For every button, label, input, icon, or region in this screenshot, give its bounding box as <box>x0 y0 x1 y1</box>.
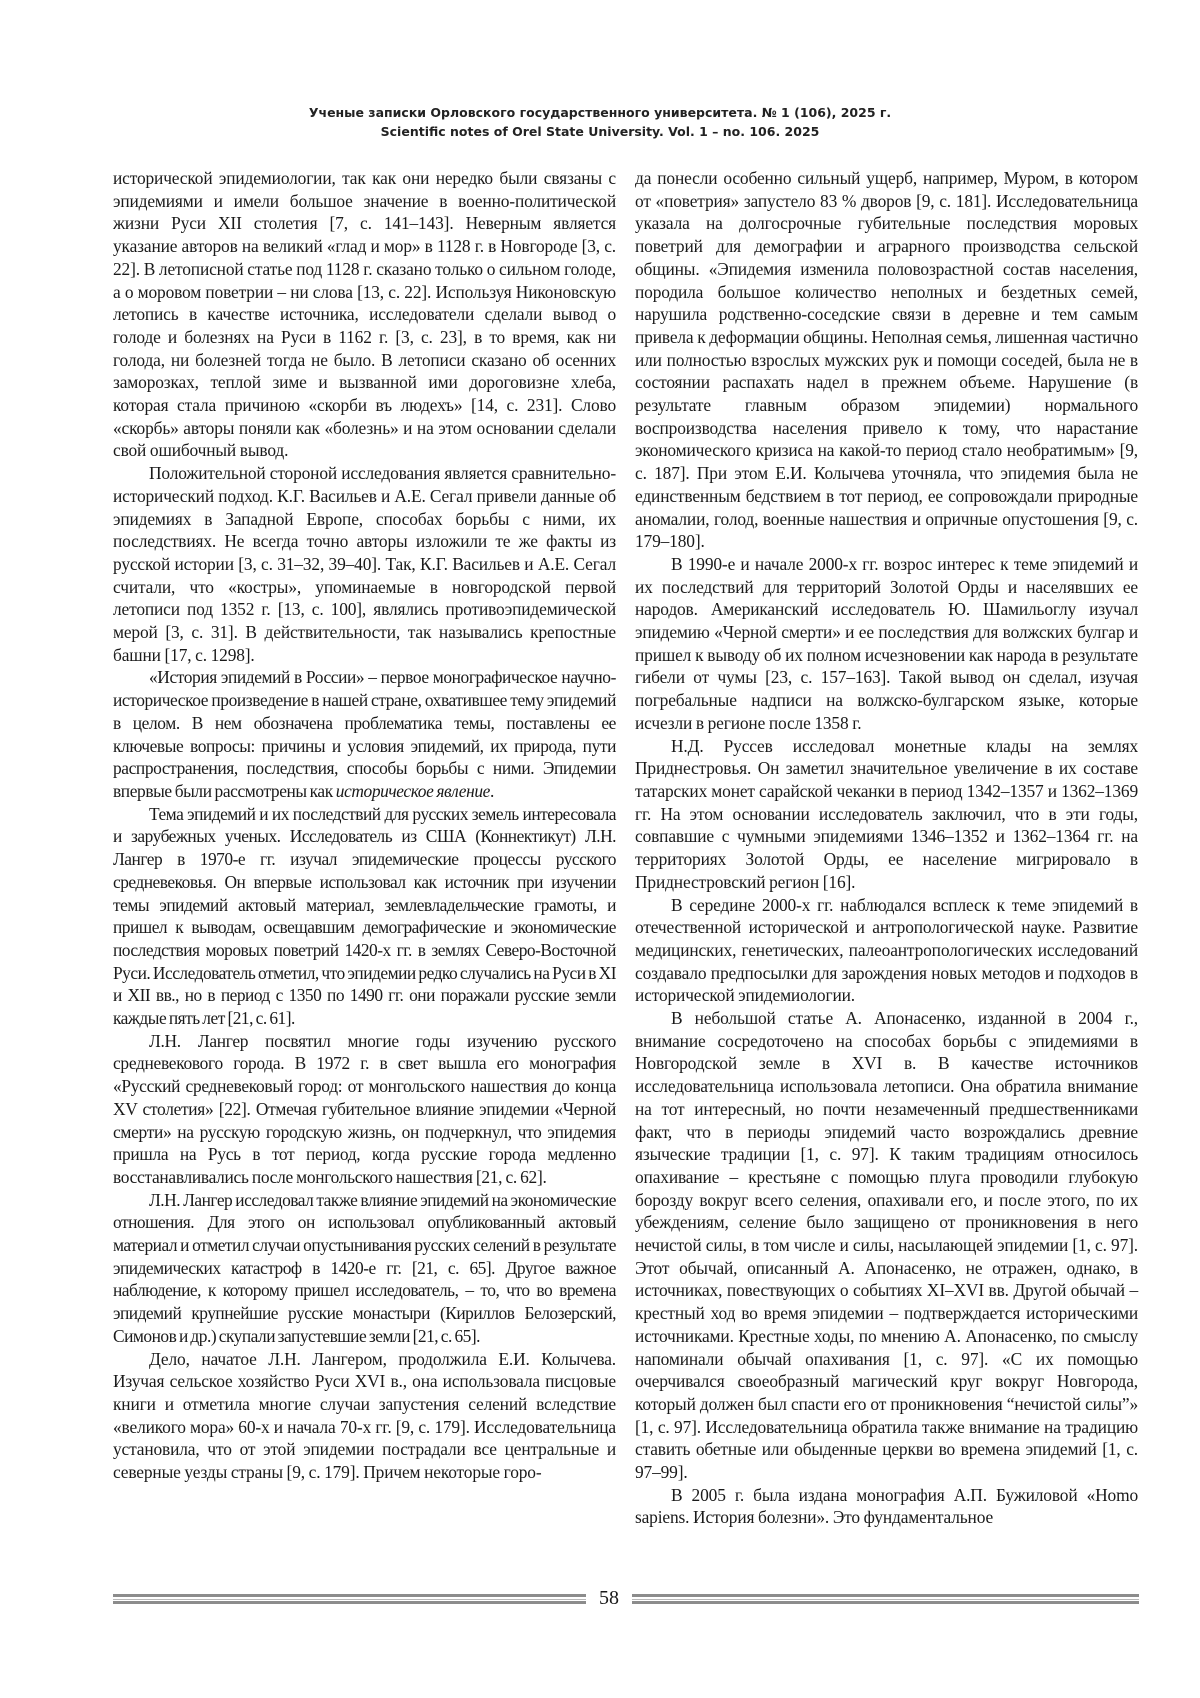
footer-rule-left <box>113 1594 586 1604</box>
paragraph-text: «История эпидемий в России» – первое монографическое научно-историческое произведение в нашей стране, охватившее тему эпидемий в целом. В нем обозначена проблематика темы, поставлены ее ключевые вопросы: причины и условия эпидемий, их природа, пути распространения, последствия, способы борьбы с ними. Эпидемии впервые были рассмотрены как <box>113 667 616 801</box>
paragraph-end: . <box>489 780 494 801</box>
paragraph: да понесли особенно сильный ущерб, например, Муром, в котором от «поветрия» запустело 83 % дворов [9, с. 181]. Исследовательница указала на долгосрочные губительные последствия моровых поветрий для демографии и аграрного производства сельской общины. «Эпидемия изменила половозрастной состав населения, породила большое количество неполных и бездетных семей, нарушила родственно-соседские связи в деревне и тем самым привела к деформации общины. Неполная семья, лишенная частично или полностью взрослых мужских рук и помощи соседей, была не в состоянии распахать надел в прежнем объеме. Нарушение (в результате главным образом эпидемии) нормального воспроизводства населения привело к тому, что нарастание экономического кризиса на какой-то период стало необратимым» [9, с. 187]. При этом Е.И. Колычева уточняла, что эпидемия была не единственным бедствием в тот период, ее сопровождали природные аномалии, голод, военные нашествия и опричные опустошения [9, с. 179–180]. <box>635 168 1138 552</box>
paragraph: В середине 2000-х гг. наблюдался всплеск к теме эпидемий в отечественной исторической и антропологической науке. Развитие медицинских, генетических, палеоантропологических исследований создавало предпосылки для зарождения новых методов и подходов в исторической эпидемиологии. <box>635 894 1138 1006</box>
paragraph: Дело, начатое Л.Н. Лангером, продолжила Е.И. Колычева. Изучая сельское хозяйство Руси XVI в., она использовала писцовые книги и отметила многие случаи запустения селений вследствие «великого мора» 60-х и начала 70-х гг. [9, с. 179]. Исследовательница установила, что от этой эпидемии пострадали все центральные и северные уезды страны [9, с. 179]. Причем некоторые горо- <box>113 1348 616 1483</box>
paragraph: Положительной стороной исследования является сравнительно-исторический подход. К.Г. Васильев и А.Е. Сегал привели данные об эпидемиях в Западной Европе, способах борьбы с ними, их последствиях. Не всегда точно авторы изложили те же факты из русской истории [3, с. 31–32, 39–40]. Так, К.Г. Васильев и А.Е. Сегал считали, что «костры», упоминаемые в новгородской первой летописи под 1352 г. [13, с. 100], являлись противоэпидемической мерой [3, с. 31]. В действительности, так назывались крепостные башни [17, с. 1298]. <box>113 463 616 665</box>
right-text-column <box>635 167 1138 1529</box>
paragraph <box>113 666 616 802</box>
journal-title-russian: Ученые записки Орловского государственного университета. № 1 (106), 2025 г. <box>308 105 892 120</box>
paragraph: Л.Н. Лангер посвятил многие годы изучению русского средневекового города. В 1972 г. в свет вышла его монография «Русский средневековый город: от монгольского нашествия до конца XV столетия» [22]. Отмечая губительное влияние эпидемии «Черной смерти» на русскую городскую жизнь, он подчеркнул, что эпидемия пришла на Русь в тот период, когда русские города медленно восстанавливались после монгольского нашествия [21, с. 62]. <box>113 1030 616 1187</box>
paragraph: исторической эпидемиологии, так как они нередко были связаны с эпидемиями и имели большое значение в военно-политической жизни Руси XII столетия [7, с. 141–143]. Неверным является указание авторов на великий «глад и мор» в 1128 г. в Новгороде [3, с. 22]. В летописной статье под 1128 г. сказано только о сильном голоде, а о моровом поветрии – ни слова [13, с. 22]. Используя Никоновскую летопись в качестве источника, исследователи сделали вывод о голоде и болезнях на Руси в 1162 г. [3, с. 23], в то время, как ни голода, ни болезней тогда не было. В летописи сказано об осенних заморозках, теплой зиме и вызванной ими дороговизне хлеба, которая стала причиною «скорби въ людехъ» [14, с. 231]. Слово «скорбь» авторы поняли как «болезнь» и на этом основании сделали свой ошибочный вывод. <box>113 168 616 461</box>
paragraph: В небольшой статье А. Апонасенко, изданной в 2004 г., внимание сосредоточено на способах борьбы с эпидемиями в Новгородской земле в XVI в. В качестве источников исследовательница использовала летописи. Она обратила внимание на тот интересный, но почти незамеченный предшественниками факт, что в периоды эпидемий часто возрождались древние языческие традиции [1, с. 97]. К таким традициям относилось опахивание – крестьяне с помощью плуга проводили глубокую борозду вокруг всего селения, опахивали его, и после этого, по их убеждениям, селение было защищено от проникновения в него нечистой силы, в том числе и силы, насылающей эпидемии [1, с. 97]. Этот обычай, описанный А. Апонасенко, не отражен, однако, в источниках, повествующих о событиях XI–XVI вв. Другой обычай – крестный ход во время эпидемии – подтверждается историческими источниками. Крестные ходы, по мнению А. Апонасенко, по смыслу напоминали обычай опахивания [1, с. 97]. «С их помощью очерчивался своеобразный магический круг вокруг Новгорода, который должен был спасти его от проникновения “нечистой силы”» [1, с. 97]. Исследовательница обратила также внимание на традицию ставить обетные или обыденные церкви во времена эпидемий [1, с. 97–99]. <box>635 1008 1138 1483</box>
paragraph: В 2005 г. была издана монография А.П. Бужиловой «Homo sapiens. История болезни». Это фундаментальное <box>635 1484 1138 1528</box>
paragraph: В 1990-е и начале 2000-х гг. возрос интерес к теме эпидемий и их последствий для территорий Золотой Орды и населявших ее народов. Американский исследователь Ю. Шамильоглу изучал эпидемию «Черной смерти» и ее последствия для волжских булгар и пришел к выводу об их полном исчезновении как народа в результате гибели от чумы [23, с. 157–163]. Такой вывод он сделал, изучая погребальные надписи на волжско-булгарском языке, которые исчезли в регионе после 1358 г. <box>635 553 1138 733</box>
page-number: 58 <box>599 1587 619 1609</box>
paragraph: Л.Н. Лангер исследовал также влияние эпидемий на экономические отношения. Для этого он использовал опубликованный актовый материал и отметил случаи опустынивания русских селений в результате эпидемических катастроф в 1420-е гг. [21, с. 65]. Другое важное наблюдение, к которому пришел исследователь, – то, что во времена эпидемий крупнейшие русские монастыри (Кириллов Белозерский, Симонов и др.) скупали запустевшие земли [21, с. 65]. <box>113 1189 616 1346</box>
italic-term: историческое явление <box>335 780 490 801</box>
footer-rule-right <box>632 1594 1139 1604</box>
paragraph: Н.Д. Руссев исследовал монетные клады на землях Приднестровья. Он заметил значительное увеличение в их составе татарских монет сарайской чеканки в период 1342–1357 и 1362–1369 гг. На этом основании исследователь заключил, что в эти годы, совпавшие с чумными эпидемиями 1346–1352 и 1362–1364 гг. на территориях Золотой Орды, ее население мигрировало в Приднестровский регион [16]. <box>635 735 1138 892</box>
journal-running-header <box>0 103 1200 141</box>
journal-title-english: Scientific notes of Orel State University. Vol. 1 – no. 106. 2025 <box>380 124 820 139</box>
paragraph: Тема эпидемий и их последствий для русских земель интересовала и зарубежных ученых. Исследователь из США (Коннектикут) Л.Н. Лангер в 1970-е гг. изучал эпидемические процессы русского средневековья. Он впервые использовал как источник при изучении темы эпидемий актовый материал, землевладельческие грамоты, и пришел к выводам, освещавшим демографические и экономические последствия моровых поветрий 1420-х гг. в землях Северо-Восточной Руси. Исследователь отметил, что эпидемии редко случались на Руси в XI и XII вв., но в период с 1350 по 1490 гг. они поражали русские земли каждые пять лет [21, с. 61]. <box>113 803 616 1029</box>
left-text-column <box>113 167 616 1484</box>
